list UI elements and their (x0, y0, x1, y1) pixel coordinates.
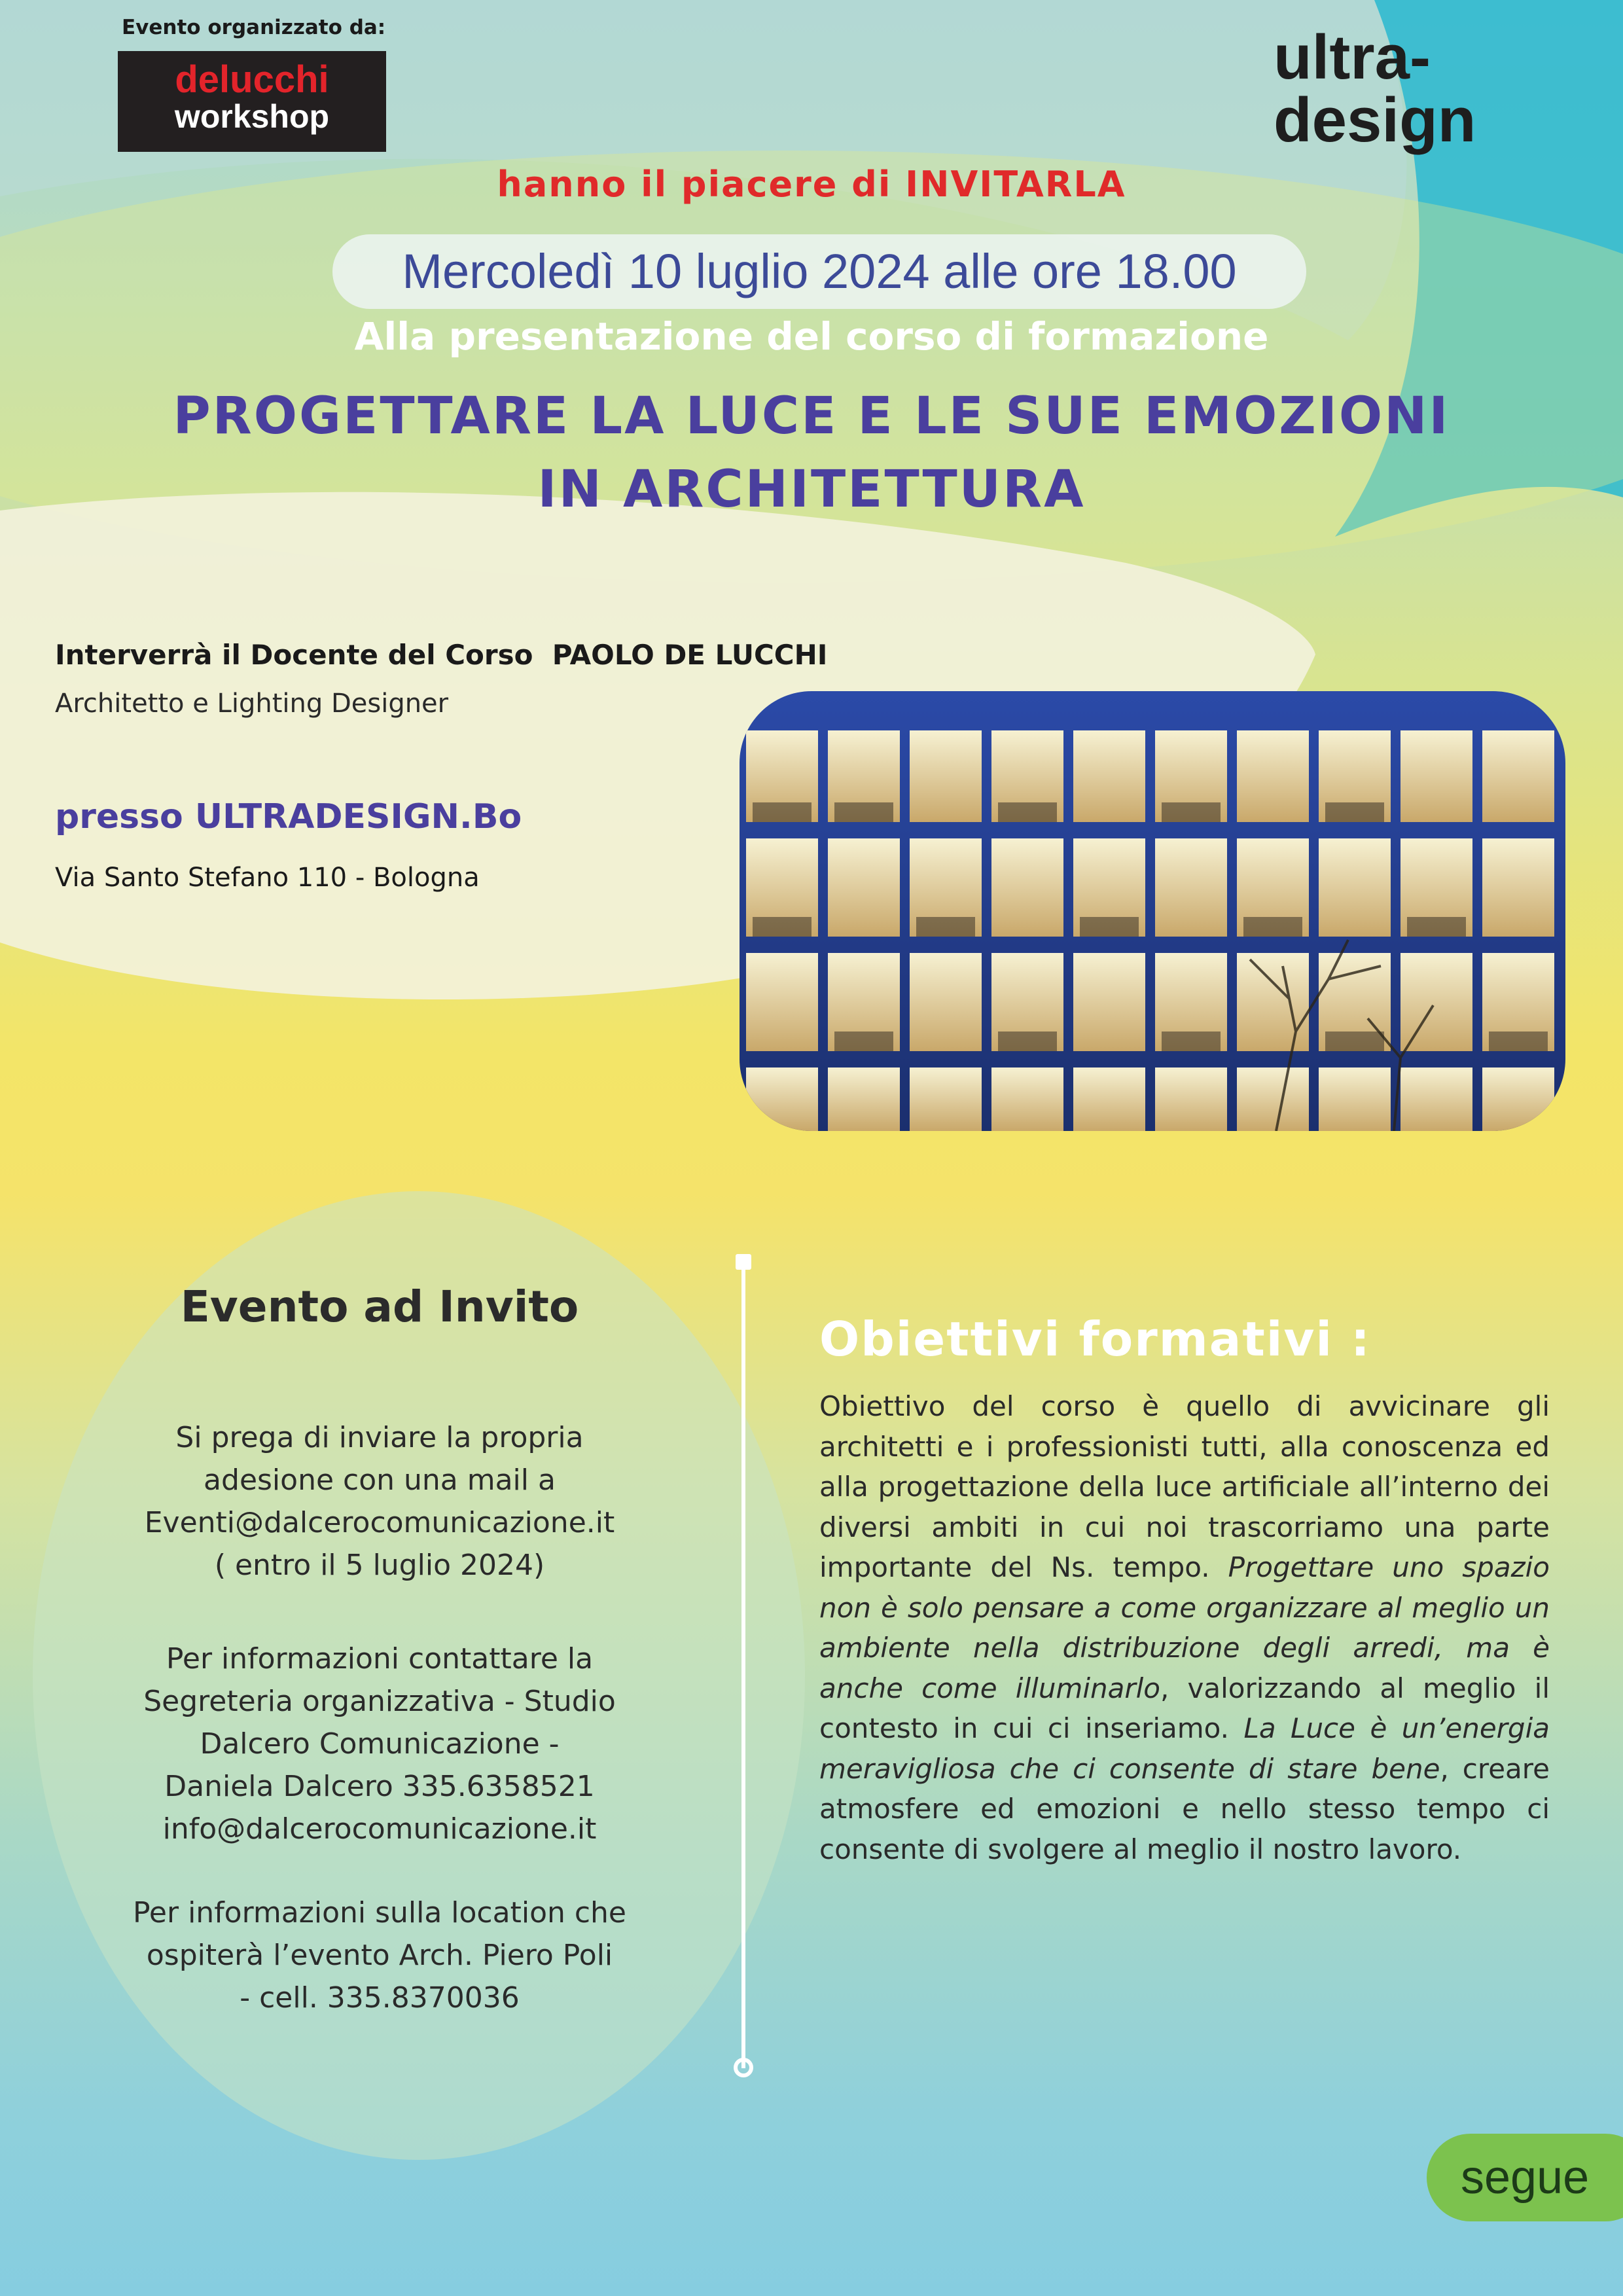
office-building-photo (740, 691, 1565, 1131)
objectives-italic: Progettare uno spazio non è solo pensare a come organizzare al meglio un ambiente nella distribuzione degli arredi, ma è anche come illuminarlo (819, 1551, 1550, 1704)
objectives-paragraph (819, 1386, 1550, 1869)
contact-line: Dalcero Comunicazione - (200, 1727, 560, 1761)
location-phone[interactable]: - cell. 335.8370036 (240, 1981, 520, 2015)
course-title (0, 380, 1623, 526)
course-title-line2: IN ARCHITETTURA (537, 460, 1086, 519)
location-info-block (59, 1892, 700, 2019)
course-title-line1: PROGETTARE LA LUCE E LE SUE EMOZIONI (173, 387, 1450, 446)
building-facade-illustration (740, 691, 1565, 1131)
organizer-label: Evento organizzato da: (122, 16, 386, 39)
objectives-italic: La Luce è un’energia meravigliosa che ci consente di stare bene (819, 1712, 1550, 1785)
rsvp-deadline: ( entro il 5 luglio 2024) (214, 1549, 545, 1582)
speaker-role: Architetto e Lighting Designer (55, 689, 449, 719)
presentation-subtitle: Alla presentazione del corso di formazione (354, 314, 1269, 359)
delucchi-workshop-logo (118, 51, 386, 152)
rsvp-line: adesione con una mail a (204, 1463, 556, 1497)
logo-left-line2: workshop (174, 98, 330, 135)
objectives-text: Obiettivo del corso è quello di avvicinare gli architetti e i professionisti tutti, alla conoscenza ed alla progettazione della luce artificiale all’interno dei diversi ambiti in cui noi trascorriamo una parte importante del Ns. tempo. (819, 1390, 1550, 1583)
location-line: ospiterà l’evento Arch. Piero Poli (146, 1939, 613, 1972)
venue-name: presso ULTRADESIGN.Bo (55, 797, 522, 836)
contact-line: Segreteria organizzativa - Studio (143, 1685, 616, 1718)
contact-phone[interactable]: Daniela Dalcero 335.6358521 (164, 1770, 595, 1803)
logo-right-line1: ultra- (1274, 22, 1431, 92)
event-invite-title: Evento ad Invito (180, 1282, 579, 1332)
objectives-title: Obiettivi formativi : (819, 1312, 1371, 1367)
rsvp-email[interactable]: Eventi@dalcerocomunicazione.it (144, 1506, 615, 1539)
speaker-intro: Interverrà il Docente del Corso PAOLO DE LUCCHI (55, 639, 828, 671)
objectives-text: , creare atmosfere ed emozioni e nello stesso tempo ci consente di svolgere al meglio il nostro lavoro. (819, 1752, 1550, 1865)
ultradesign-logo (1274, 22, 1476, 155)
objectives-text: , valorizzando al meglio il contesto in cui ci inseriamo. (819, 1672, 1550, 1744)
contact-block (59, 1638, 700, 1850)
logo-left-line1: delucchi (175, 58, 329, 101)
rsvp-line: Si prega di inviare la propria (175, 1421, 584, 1454)
divider-bottom-cap (734, 2058, 753, 2077)
logo-right-line2: design (1274, 85, 1476, 155)
contact-line: Per informazioni contattare la (166, 1642, 594, 1676)
invitation-headline: hanno il piacere di INVITARLA (497, 164, 1126, 205)
location-line: Per informazioni sulla location che (132, 1896, 627, 1929)
event-date: Mercoledì 10 luglio 2024 alle ore 18.00 (332, 234, 1306, 309)
contact-email[interactable]: info@dalcerocomunicazione.it (162, 1812, 597, 1846)
vertical-divider (741, 1262, 745, 2068)
rsvp-block (59, 1416, 700, 1587)
venue-address: Via Santo Stefano 110 - Bologna (55, 863, 480, 893)
next-page-button[interactable]: segue (1427, 2134, 1623, 2221)
